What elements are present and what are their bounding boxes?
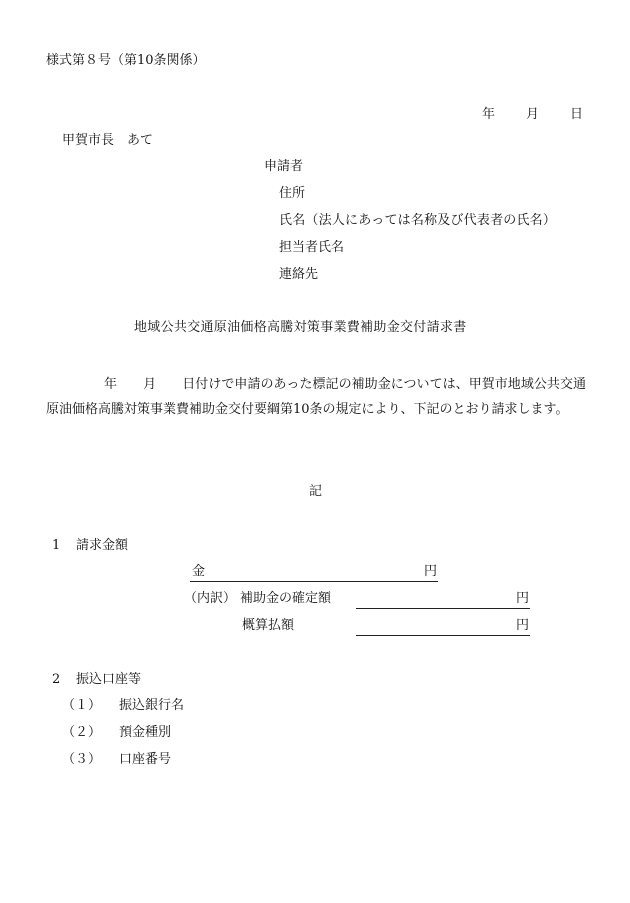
body-paragraph bbox=[46, 372, 586, 422]
body-text: 年 月 日付けで申請のあった標記の補助金については、甲賀市地域公共交通原油価格高騰対策事業費補助金交付要綱第10条の規定により、下記のとおり請求します。 bbox=[46, 377, 586, 417]
addressee: 甲賀市長 あて bbox=[62, 133, 154, 148]
date-month: 月 bbox=[526, 107, 540, 122]
bank-item-number: （１） bbox=[62, 698, 102, 713]
approx-payment-yen: 円 bbox=[516, 618, 530, 633]
section1-title: 請求金額 bbox=[76, 538, 129, 553]
section1-number: 1 bbox=[52, 538, 61, 553]
section2-number: 2 bbox=[52, 672, 61, 687]
applicant-contact-person-label: 担当者氏名 bbox=[279, 240, 345, 255]
form-number: 様式第８号（第10条関係） bbox=[46, 53, 206, 68]
date-year: 年 bbox=[482, 107, 496, 122]
deposit-type-label: 預金種別 bbox=[119, 725, 172, 740]
confirmed-amount-label: 補助金の確定額 bbox=[240, 591, 332, 606]
ki-label: 記 bbox=[309, 484, 323, 499]
applicant-contact-label: 連絡先 bbox=[279, 267, 319, 282]
approx-payment-label: 概算払額 bbox=[242, 618, 295, 633]
document-title: 地域公共交通原油価格高騰対策事業費補助金交付請求書 bbox=[134, 320, 467, 335]
amount-underline bbox=[190, 581, 438, 582]
confirmed-amount-underline bbox=[356, 608, 530, 609]
confirmed-amount-yen: 円 bbox=[516, 591, 530, 606]
applicant-name-label: 氏名（法人にあっては名称及び代表者の氏名） bbox=[279, 213, 557, 228]
breakdown-label: （内訳） bbox=[184, 591, 237, 606]
applicant-heading: 申請者 bbox=[264, 159, 304, 174]
date-day: 日 bbox=[570, 107, 584, 122]
account-number-label: 口座番号 bbox=[119, 752, 172, 767]
account-number-item-number: （３） bbox=[62, 752, 102, 767]
approx-payment-underline bbox=[356, 635, 530, 636]
applicant-address-label: 住所 bbox=[279, 186, 306, 201]
section2-title: 振込口座等 bbox=[76, 672, 142, 687]
amount-yen: 円 bbox=[424, 564, 438, 579]
amount-prefix: 金 bbox=[192, 564, 206, 579]
bank-name-label: 振込銀行名 bbox=[119, 698, 185, 713]
deposit-type-item-number: （２） bbox=[62, 725, 102, 740]
